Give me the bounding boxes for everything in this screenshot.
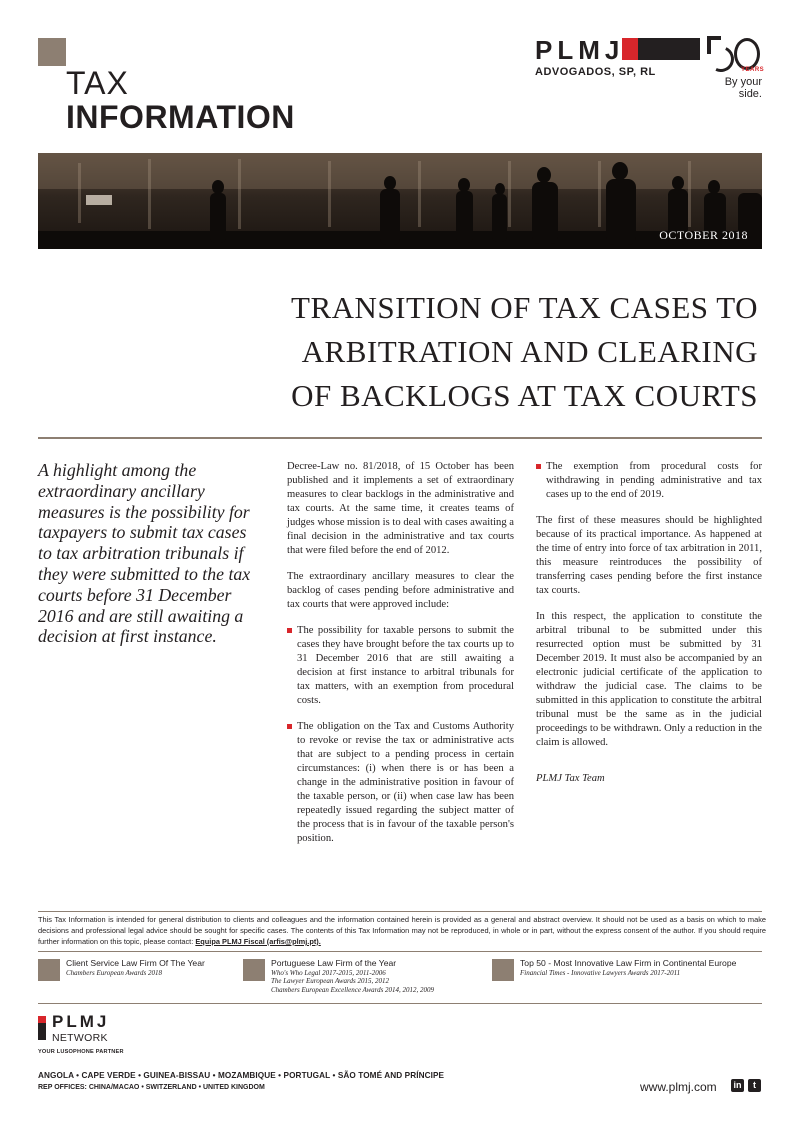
network-tagline: YOUR LUSOPHONE PARTNER [38, 1049, 124, 1055]
anniversary-zero [734, 38, 760, 70]
award-square-icon [38, 959, 60, 981]
network-label: NETWORK [52, 1032, 108, 1044]
disclaimer [38, 914, 766, 947]
anniversary-tagline [720, 76, 762, 100]
paragraph: In this respect, the application to constitute the arbitral tribunal to be submitted under this resurrected option must be submitted by 31 December 2019. It must also be accompanied by an electronic judicial certificate of the application to withdraw the judicial case. The claims to be submitted in this application to constitute the arbitral tribunal must be the same as in the judicial proceedings to be withdrawn. Only a reduction in the claim is allowed. [536, 611, 762, 748]
website-link[interactable]: www.plmj.com [640, 1080, 717, 1094]
award-title: Client Service Law Firm Of The Year [66, 958, 205, 968]
author-signature: PLMJ Tax Team [536, 773, 605, 784]
award-title: Top 50 - Most Innovative Law Firm in Continental Europe [520, 958, 737, 968]
paragraph: Decree-Law no. 81/2018, of 15 October has been published and it implements a set of extraordinary measures to clear backlogs in the administrative and tax courts. At the same time, it creates teams of judges whose mission is to deal with cases awaiting a final decision in the administrative and tax courts that were filed before the end of 2012. [287, 461, 514, 556]
countries-list: ANGOLA • CAPE VERDE • GUINEA-BISSAU • MOZAMBIQUE • PORTUGAL • SÃO TOMÉ AND PRÍNCIPE [38, 1071, 445, 1080]
network-logo-red-mark [38, 1016, 46, 1023]
tagline-line-1: By your [724, 76, 762, 88]
award-item [520, 958, 770, 977]
logo-red-mark [622, 38, 638, 60]
doc-type-title: INFORMATION [66, 99, 295, 135]
title-line: TRANSITION OF TAX CASES TO [291, 290, 758, 325]
award-item [66, 958, 246, 977]
contact-link[interactable]: Equipa PLMJ Fiscal (arfis@plmj.pt). [195, 937, 321, 946]
award-source: Who's Who Legal 2017-2015, 2011-2006 [271, 969, 386, 977]
bullet-item: The exemption from procedural costs for withdrawing in pending administrative and tax cases up to the end of 2019. [536, 460, 762, 502]
award-source: Financial Times - Innovative Lawyers Awards 2017-2011 [520, 969, 681, 977]
logo-subtitle: ADVOGADOS, SP, RL [535, 66, 656, 78]
award-title: Portuguese Law Firm of the Year [271, 958, 397, 968]
award-source: Chambers European Awards 2018 [66, 969, 162, 977]
body-column-1 [287, 460, 514, 858]
network-logo: PLMJ [52, 1012, 110, 1031]
header-banner-photo [38, 153, 762, 249]
award-square-icon [243, 959, 265, 981]
issue-date: OCTOBER 2018 [659, 228, 748, 242]
bullet-item: The obligation on the Tax and Customs Authority to revoke or revise the tax or administrative acts that are subject to a pending process in certain circumstances: (i) when there is or has been a change in the administrative position in favour of the taxable person, or (ii) when case law has been repeatedly issued regarding the subject matter of the process that is in favour of the taxable person's position. [287, 720, 514, 846]
footer-divider [38, 951, 762, 952]
pull-quote: A highlight among the extraordinary ancillary measures is the possibility for taxpayers to submit tax cases to tax arbitration tribunals if they were submitted to the tax courts before 31 December 2016 and are still awaiting a decision at first instance. [38, 460, 251, 647]
bullet-item: The possibility for taxable persons to submit the cases they have brought before the tax courts up to 31 December 2016 that are still awaiting a decision at first instance to arbitral tribunals for tax matters, with an exemption from procedural costs. [287, 624, 514, 708]
anniversary-mark-top [707, 36, 721, 40]
banner-silhouettes [38, 153, 762, 249]
body-column-2 [536, 460, 762, 798]
title-line: ARBITRATION AND CLEARING [301, 334, 758, 369]
doc-type-label: TAX [66, 65, 129, 101]
article-title [250, 286, 758, 418]
award-square-icon [492, 959, 514, 981]
award-source: Chambers European Excellence Awards 2014, 2012, 2009 [271, 985, 435, 994]
award-source: The Lawyer European Awards 2015, 2012 [271, 977, 389, 986]
twitter-icon[interactable]: t [748, 1079, 761, 1092]
award-item [271, 958, 491, 994]
disclaimer-text: This Tax Information is intended for general distribution to clients and colleagues and the information contained herein is provided as a general and abstract overview. It should not be used as a basis on which to make decisions and professional legal advice should be sought for specific cases. The contents of this Tax Information may not be reproduced, in whole or in part, without the express consent of the author. If you should require further information on this topic, please contact: [38, 915, 766, 946]
linkedin-icon[interactable]: in [731, 1079, 744, 1092]
tagline-line-2: side. [738, 88, 762, 100]
title-line: OF BACKLOGS AT TAX COURTS [291, 378, 758, 413]
footer-divider [38, 1003, 762, 1004]
title-divider [38, 437, 762, 439]
paragraph: The first of these measures should be highlighted because of its practical importance. As happened at the time of entry into force of tax arbitration in 2011, this measure reintroduces the possibility of transferring cases pending before the first instance tax courts. [536, 515, 762, 596]
decorative-square [38, 38, 66, 66]
anniversary-years: YEARS [741, 67, 765, 73]
footer-divider [38, 911, 762, 912]
rep-offices: REP OFFICES: CHINA/MACAO • SWITZERLAND • UNITED KINGDOM [38, 1084, 265, 1091]
plmj-logo: PLMJ [535, 35, 625, 65]
paragraph: The extraordinary ancillary measures to clear the backlog of cases pending before administrative and tax courts that were approved include: [287, 571, 514, 610]
